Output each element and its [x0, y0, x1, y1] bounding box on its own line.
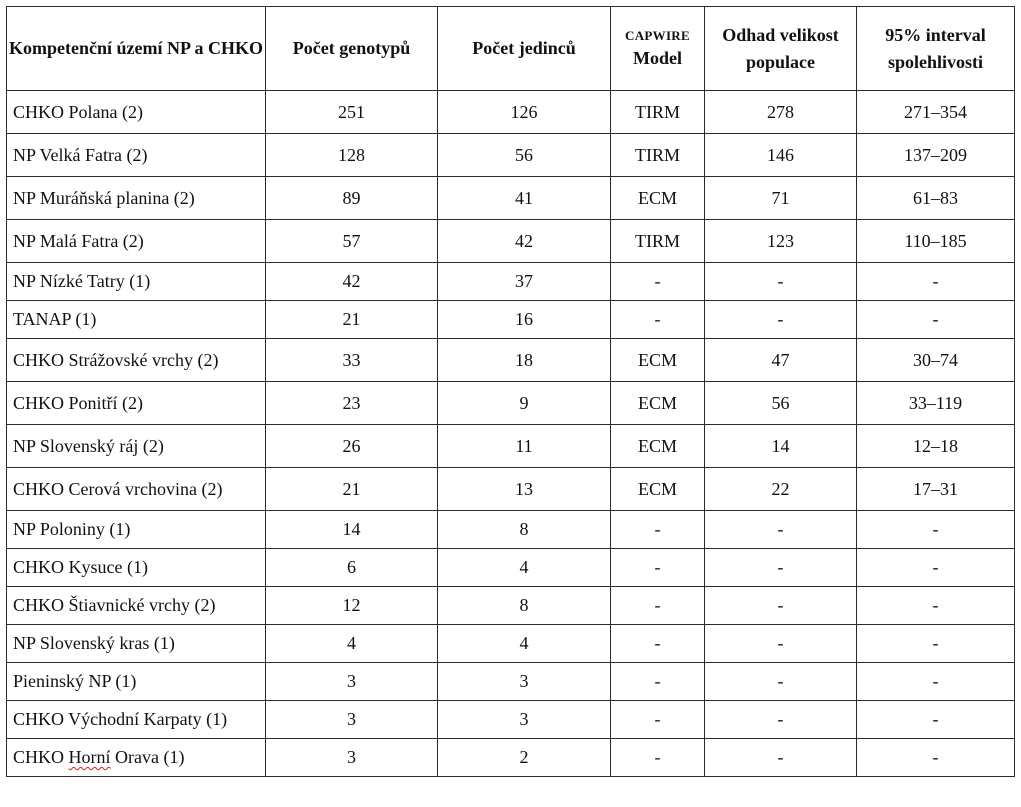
- cell-model: TIRM: [611, 91, 705, 134]
- cell-area: TANAP (1): [7, 301, 266, 339]
- cell-interval: -: [857, 301, 1015, 339]
- table-row: [7, 625, 1015, 663]
- cell-estimate: -: [705, 511, 857, 549]
- cell-individuals: 4: [438, 549, 611, 587]
- cell-genotypes: 128: [266, 134, 438, 177]
- table-row: [7, 177, 1015, 220]
- area-suffix: Orava (1): [110, 747, 185, 767]
- cell-genotypes: 21: [266, 301, 438, 339]
- cell-interval: 271–354: [857, 91, 1015, 134]
- cell-model: -: [611, 263, 705, 301]
- cell-estimate: 71: [705, 177, 857, 220]
- cell-individuals: 126: [438, 91, 611, 134]
- cell-genotypes: 21: [266, 468, 438, 511]
- cell-interval: 110–185: [857, 220, 1015, 263]
- cell-model: ECM: [611, 468, 705, 511]
- cell-individuals: 56: [438, 134, 611, 177]
- cell-model: -: [611, 625, 705, 663]
- cell-interval: 33–119: [857, 382, 1015, 425]
- header-area: Kompetenční území NP a CHKO: [7, 7, 266, 91]
- cell-area: CHKO Východní Karpaty (1): [7, 701, 266, 739]
- cell-individuals: 11: [438, 425, 611, 468]
- cell-interval: 30–74: [857, 339, 1015, 382]
- cell-area: CHKO Cerová vrchovina (2): [7, 468, 266, 511]
- cell-model: -: [611, 587, 705, 625]
- cell-interval: 17–31: [857, 468, 1015, 511]
- cell-area: NP Nízké Tatry (1): [7, 263, 266, 301]
- cell-interval: -: [857, 663, 1015, 701]
- table-row: [7, 301, 1015, 339]
- cell-genotypes: 3: [266, 739, 438, 777]
- cell-model: -: [611, 549, 705, 587]
- cell-estimate: -: [705, 739, 857, 777]
- cell-interval: -: [857, 549, 1015, 587]
- cell-model: ECM: [611, 339, 705, 382]
- cell-area: NP Poloniny (1): [7, 511, 266, 549]
- cell-model: -: [611, 301, 705, 339]
- cell-individuals: 42: [438, 220, 611, 263]
- cell-area: NP Slovenský kras (1): [7, 625, 266, 663]
- cell-estimate: 123: [705, 220, 857, 263]
- cell-interval: -: [857, 701, 1015, 739]
- cell-genotypes: 33: [266, 339, 438, 382]
- cell-model: ECM: [611, 382, 705, 425]
- cell-area: NP Malá Fatra (2): [7, 220, 266, 263]
- cell-estimate: 22: [705, 468, 857, 511]
- cell-area: CHKO Kysuce (1): [7, 549, 266, 587]
- table-row: [7, 91, 1015, 134]
- table-row: [7, 468, 1015, 511]
- table-row: [7, 549, 1015, 587]
- cell-genotypes: 12: [266, 587, 438, 625]
- cell-genotypes: 3: [266, 663, 438, 701]
- header-model: [611, 7, 705, 91]
- cell-individuals: 8: [438, 587, 611, 625]
- cell-individuals: 3: [438, 701, 611, 739]
- cell-estimate: 14: [705, 425, 857, 468]
- cell-interval: 61–83: [857, 177, 1015, 220]
- cell-estimate: 146: [705, 134, 857, 177]
- cell-interval: -: [857, 587, 1015, 625]
- cell-genotypes: 14: [266, 511, 438, 549]
- cell-model: -: [611, 663, 705, 701]
- table-row: [7, 511, 1015, 549]
- cell-individuals: 3: [438, 663, 611, 701]
- cell-area: NP Muráňská planina (2): [7, 177, 266, 220]
- cell-genotypes: 89: [266, 177, 438, 220]
- cell-area: [7, 739, 266, 777]
- cell-estimate: -: [705, 301, 857, 339]
- cell-genotypes: 23: [266, 382, 438, 425]
- header-individuals: Počet jedinců: [438, 7, 611, 91]
- cell-estimate: 56: [705, 382, 857, 425]
- cell-model: -: [611, 701, 705, 739]
- header-estimate: Odhad velikost populace: [705, 7, 857, 91]
- cell-interval: -: [857, 625, 1015, 663]
- cell-interval: 12–18: [857, 425, 1015, 468]
- cell-interval: 137–209: [857, 134, 1015, 177]
- cell-area: NP Velká Fatra (2): [7, 134, 266, 177]
- table-row: [7, 382, 1015, 425]
- table-row: [7, 339, 1015, 382]
- cell-genotypes: 6: [266, 549, 438, 587]
- table-row: [7, 587, 1015, 625]
- header-capwire: CAPWIRE: [625, 27, 690, 43]
- cell-genotypes: 42: [266, 263, 438, 301]
- cell-area: CHKO Strážovské vrchy (2): [7, 339, 266, 382]
- cell-individuals: 18: [438, 339, 611, 382]
- cell-area: CHKO Štiavnické vrchy (2): [7, 587, 266, 625]
- table-row: [7, 701, 1015, 739]
- cell-interval: -: [857, 511, 1015, 549]
- cell-model: ECM: [611, 177, 705, 220]
- cell-area: CHKO Ponitří (2): [7, 382, 266, 425]
- cell-area: Pieninský NP (1): [7, 663, 266, 701]
- table-row: [7, 134, 1015, 177]
- cell-individuals: 8: [438, 511, 611, 549]
- cell-estimate: -: [705, 625, 857, 663]
- cell-genotypes: 26: [266, 425, 438, 468]
- header-row: [7, 7, 1015, 91]
- cell-individuals: 4: [438, 625, 611, 663]
- area-prefix: CHKO: [13, 747, 69, 767]
- cell-individuals: 16: [438, 301, 611, 339]
- header-genotypes: Počet genotypů: [266, 7, 438, 91]
- spellcheck-marked-word: Horní: [68, 747, 111, 767]
- table-row: [7, 220, 1015, 263]
- cell-estimate: 278: [705, 91, 857, 134]
- cell-estimate: 47: [705, 339, 857, 382]
- cell-estimate: -: [705, 701, 857, 739]
- table-row: [7, 663, 1015, 701]
- cell-genotypes: 4: [266, 625, 438, 663]
- cell-estimate: -: [705, 549, 857, 587]
- cell-individuals: 2: [438, 739, 611, 777]
- cell-interval: -: [857, 263, 1015, 301]
- cell-estimate: -: [705, 263, 857, 301]
- cell-genotypes: 3: [266, 701, 438, 739]
- cell-interval: -: [857, 739, 1015, 777]
- table-row: [7, 739, 1015, 777]
- cell-individuals: 41: [438, 177, 611, 220]
- cell-model: -: [611, 511, 705, 549]
- cell-model: ECM: [611, 425, 705, 468]
- cell-model: TIRM: [611, 220, 705, 263]
- header-interval: 95% interval spolehlivosti: [857, 7, 1015, 91]
- table-row: [7, 425, 1015, 468]
- population-table: [6, 6, 1015, 777]
- cell-area: CHKO Polana (2): [7, 91, 266, 134]
- cell-genotypes: 57: [266, 220, 438, 263]
- cell-model: -: [611, 739, 705, 777]
- cell-model: TIRM: [611, 134, 705, 177]
- cell-individuals: 13: [438, 468, 611, 511]
- cell-individuals: 37: [438, 263, 611, 301]
- cell-individuals: 9: [438, 382, 611, 425]
- cell-estimate: -: [705, 663, 857, 701]
- header-model-label: Model: [633, 47, 682, 68]
- cell-area: NP Slovenský ráj (2): [7, 425, 266, 468]
- table-row: [7, 263, 1015, 301]
- cell-genotypes: 251: [266, 91, 438, 134]
- cell-estimate: -: [705, 587, 857, 625]
